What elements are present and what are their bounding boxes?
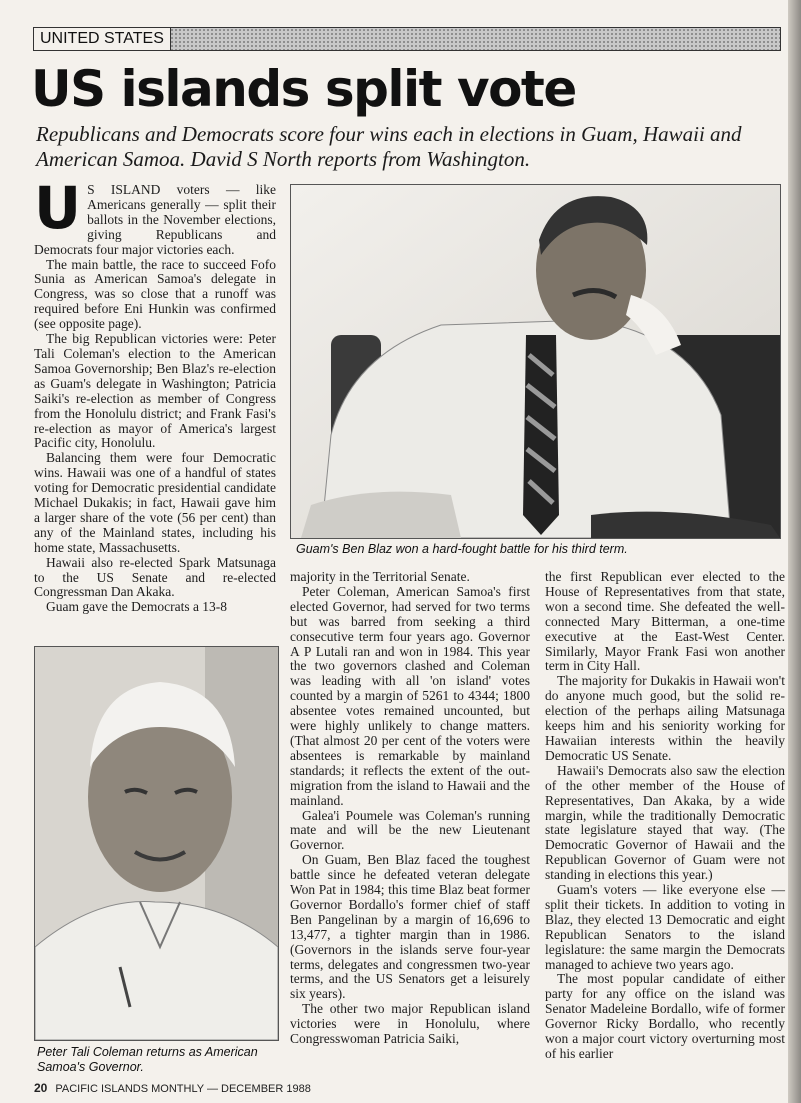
paragraph: The main battle, the race to succeed Fofo Sunia as American Samoa's delegate in Congress, was so close that a runoff was required before Eni Hunkin was confirmed (see opposite page). [34, 256, 276, 332]
paragraph: Hawaii's Democrats also saw the election of the other member of the House of Representatives, Dan Akaka, by a wide margin, while the traditionally Democratic state legislature stayed that way. (The Democratic Governor of Hawaii and the Republican Governor of Guam were not standing in elections this year.) [545, 762, 785, 883]
standfirst: Republicans and Democrats score four wins each in elections in Guam, Hawaii and American Samoa. David S North reports from Washington. [36, 122, 742, 171]
paragraph: The big Republican victories were: Peter Tali Coleman's election to the American Samoa Governorship; Ben Blaz's re-election as Guam's delegate in Washington; Patricia Saiki's re-election as member of Congress from the Honolulu district; and Frank Fasi's re-election as mayor of America's largest Pacific city, Honolulu. [34, 331, 276, 451]
caption-peter-coleman: Peter Tali Coleman returns as American Samoa's Governor. [37, 1045, 258, 1074]
headline: US islands split vote [31, 60, 576, 118]
paragraph: Galea'i Poumele was Coleman's running mate and will be the new Lieutenant Governor. [290, 807, 530, 853]
paragraph [34, 174, 276, 258]
paragraph: Guam gave the Democrats a 13-8 [46, 599, 228, 615]
photo-peter-coleman [34, 646, 279, 1041]
section-label: UNITED STATES [34, 28, 171, 50]
paragraph: The other two major Republican island victories were in Honolulu, where Congresswoman Patricia Saiki, [290, 1001, 530, 1047]
caption-ben-blaz: Guam's Ben Blaz won a hard-fought battle for his third term. [296, 542, 628, 556]
article-column-3 [545, 570, 785, 1062]
paragraph: Peter Coleman, American Samoa's first elected Governor, had served for two terms but was barred from seeking a third consecutive term four years ago. Governor A P Lutali ran and won in 1984. This year the two governors clashed and Coleman was leading with all 'on island' votes counted by a margin of 5261 to 4344; 1800 absentee votes remained uncounted, but were highly unlikely to change matters. (That almost 20 per cent of the voters were absentees is remarkable by mainland standards; it reflects the extent of the out-migration from the island to Hawaii and the mainland. [290, 583, 530, 808]
paragraph: Balancing them were four Democratic wins. Hawaii was one of a handful of states voting for Democratic presidential candidate Michael Dukakis; in fact, Hawaii gave him a larger share of the vote (56 per cent) than any of the Mainland states, including his home state, Massachusetts. [34, 450, 276, 555]
paragraph-text: S ISLAND voters — like Americans generally — split their ballots in the November elections, giving Republicans and Democrats four major victories each. [34, 182, 276, 257]
paragraph: the first Republican ever elected to the House of Representatives from that state, won a second time. She defeated the well-connected Mary Bitterman, a one-time executive at the East-West Center. Similarly, Mayor Frank Fasi won another term in City Hall. [545, 569, 785, 674]
paragraph: majority in the Territorial Senate. [290, 569, 470, 584]
page-number: 20 [34, 1081, 48, 1095]
article-column-1 [34, 174, 276, 615]
paragraph: Guam's voters — like everyone else — split their tickets. In addition to voting in Blaz, they elected 13 Democratic and eight Republican Senators to the island legislature: the same margin the Democrats managed to achieve two years ago. [545, 882, 785, 972]
paragraph: The majority for Dukakis in Hawaii won't do anyone much good, but the solid re-election of the perhaps ailing Matsunaga keeps him and his seniority working for Hawaiian interests within the heavily Democratic US Senate. [545, 673, 785, 763]
publication-line: PACIFIC ISLANDS MONTHLY — DECEMBER 1988 [55, 1083, 311, 1095]
paragraph: Hawaii also re-elected Spark Matsunaga to the US Senate and re-elected Congressman Dan Akaka. [34, 554, 276, 600]
page-edge-shadow [788, 0, 801, 1103]
photo-ben-blaz-illustration [291, 185, 780, 538]
photo-peter-coleman-illustration [35, 647, 278, 1040]
section-bar [33, 27, 781, 51]
paragraph: The most popular candidate of either party for any office on the island was Senator Madeleine Bordallo, wife of former Governor Ricky Bordallo, who recently won a major court victory overturning most of his earlier [545, 971, 785, 1061]
drop-cap: U [34, 174, 82, 242]
paragraph: On Guam, Ben Blaz faced the toughest battle since he defeated veteran delegate Won Pat in 1984; this time Blaz beat former Governor Bordallo's former chief of staff Ben Pangelinan by a margin of 16,696 to 13,477, a tighter margin than in 1986. (Governors in the islands serve four-year terms, delegates and congressmen two-year terms, and the US Senators get a leisurely six years). [290, 852, 530, 1002]
article-column-2 [290, 570, 530, 1047]
photo-ben-blaz [290, 184, 781, 539]
page-footer [34, 1081, 311, 1096]
